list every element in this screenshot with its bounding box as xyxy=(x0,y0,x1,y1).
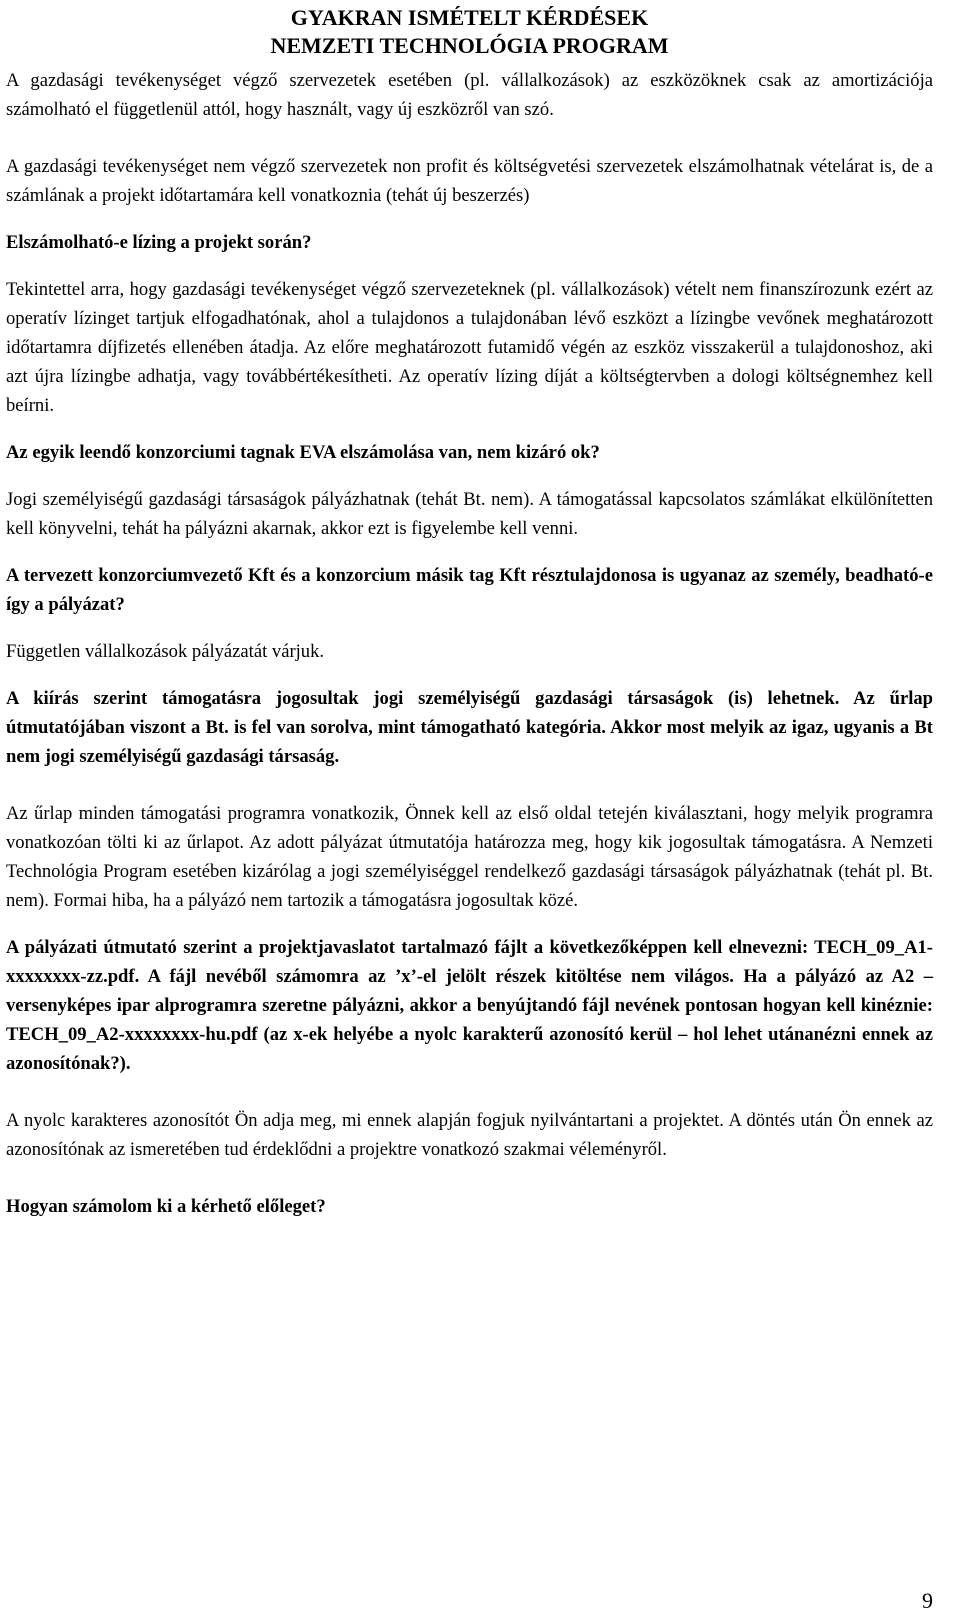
question-heading: Hogyan számolom ki a kérhető előleget? xyxy=(6,1196,326,1217)
header-title: GYAKRAN ISMÉTELT KÉRDÉSEK xyxy=(290,5,649,30)
question-heading: A tervezett konzorciumvezető Kft és a konzorcium másik tag Kft résztulajdonosa is ugyanaz az személy, beadható-e így a pályázat? xyxy=(6,565,933,615)
question-heading: A kiírás szerint támogatásra jogosultak jogi személyiségű gazdasági társaságok (is) lehetnek. Az űrlap útmutatójában viszont a Bt. is fel van sorolva, mint támogatható kategória. Akkor most melyik az igaz, ugyanis a Bt nem jogi személyiségű gazdasági társaság. xyxy=(6,688,933,767)
answer-paragraph: Tekintettel arra, hogy gazdasági tevékenységet végző szervezeteknek (pl. vállalkozások) vételt nem finanszírozunk ezért az operatív lízinget tartjuk elfogadhatónak, ahol a tulajdonos a tulajdonában lévő eszközt a lízingbe vevőnek meghatározott időtartamra díjfizetés ellenében átadja. Az előre meghatározott futamidő végén az eszköz visszakerül a tulajdonoshoz, aki azt újra lízingbe adhatja, vagy továbbértékesítheti. Az operatív lízing díját a költségtervben a dologi költségnemhez kell beírni. xyxy=(6,279,933,416)
header-subtitle: NEMZETI TECHNOLÓGIA PROGRAM xyxy=(270,33,669,58)
answer-paragraph: A nyolc karakteres azonosítót Ön adja meg, mi ennek alapján fogjuk nyilvántartani a projektet. A döntés után Ön ennek az azonosítónak az ismeretében tud érdeklődni a projektre vonatkozó szakmai véleményről. xyxy=(6,1110,933,1160)
answer-paragraph: Az űrlap minden támogatási programra vonatkozik, Önnek kell az első oldal tetején kiválasztani, hogy melyik programra vonatkozóan tölti ki az űrlapot. Az adott pályázat útmutatója határozza meg, hogy kik jogosultak támogatásra. A Nemzeti Technológia Program esetében kizárólag a jogi személyiséggel rendelkező gazdasági társaságok pályázhatnak (tehát pl. Bt. nem). Formai hiba, ha a pályázó nem tartozik a támogatásra jogosultak közé. xyxy=(6,803,933,911)
answer-paragraph: A gazdasági tevékenységet nem végző szervezetek non profit és költségvetési szervezetek elszámolhatnak vételárat is, de a számlának a projekt időtartamára kell vonatkoznia (tehát új beszerzés) xyxy=(6,156,933,206)
answer-paragraph: A gazdasági tevékenységet végző szervezetek esetében (pl. vállalkozások) az eszközöknek csak az amortizációja számolható el függetlenül attól, hogy használt, vagy új eszközről van szó. xyxy=(6,70,933,120)
answer-paragraph: Független vállalkozások pályázatát várjuk. xyxy=(6,641,325,662)
question-heading: Az egyik leendő konzorciumi tagnak EVA elszámolása van, nem kizáró ok? xyxy=(6,442,600,463)
question-heading: Elszámolható-e lízing a projekt során? xyxy=(6,232,312,253)
page-number: 9 xyxy=(922,1588,933,1613)
answer-paragraph: Jogi személyiségű gazdasági társaságok pályázhatnak (tehát Bt. nem). A támogatással kapcsolatos számlákat elkülönítetten kell könyvelni, tehát ha pályázni akarnak, akkor ezt is figyelembe kell venni. xyxy=(6,489,933,539)
question-heading: A pályázati útmutató szerint a projektjavaslatot tartalmazó fájlt a következőképpen kell elnevezni: TECH_09_A1-xxxxxxxx-zz.pdf. A fájl nevéből számomra az ’x’-el jelölt részek kitöltése nem világos. Ha a pályázó az A2 – versenyképes ipar alprogramra szeretne pályázni, akkor a benyújtandó fájl nevének pontosan hogyan kell kinéznie: TECH_09_A2-xxxxxxxx-hu.pdf (az x-ek helyébe a nyolc karakterű azonosító kerül – hol lehet utánanézni ennek az azonosítónak?). xyxy=(6,937,933,1074)
document-header xyxy=(6,0,933,60)
